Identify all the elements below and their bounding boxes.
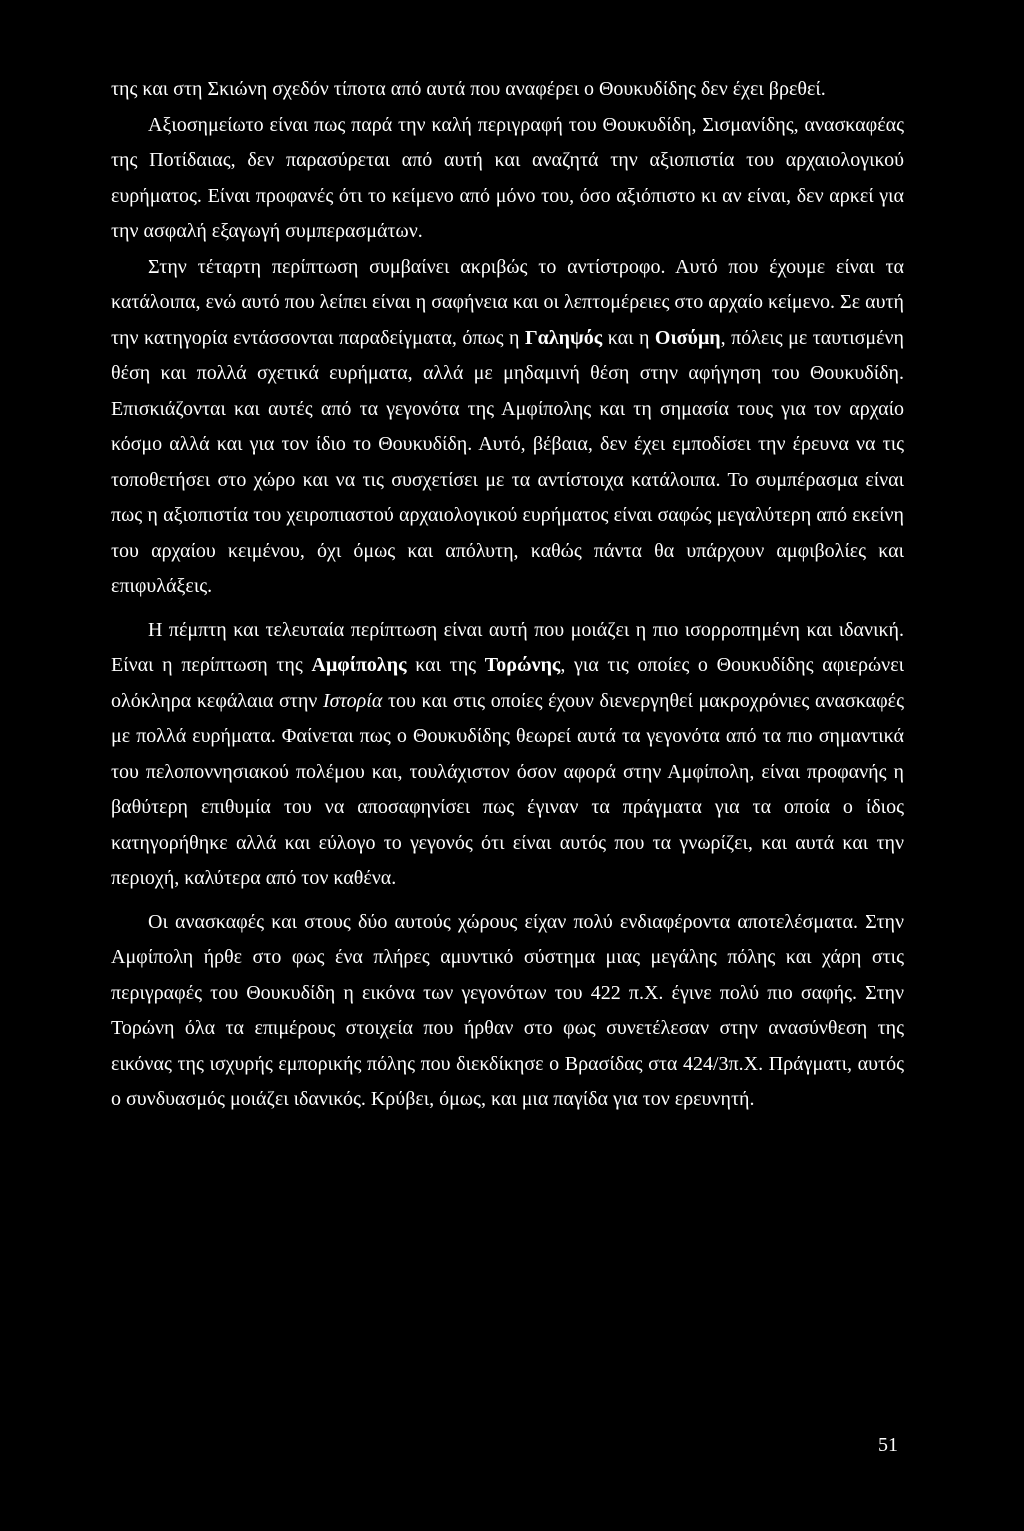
paragraph-text: Αξιοσημείωτο είναι πως παρά την καλή περιγραφή του Θουκυδίδη, Σισμανίδης, ανασκαφέας της Ποτίδαιας, δεν παρασύρεται από αυτή και αναζητά την αξιοπιστία του αρχαιολογικού ευρήματος. Είναι προφανές ότι το κείμενο από μόνο του, όσο αξιόπιστο κι αν είναι, δεν αρκεί για την ασφαλή εξαγωγή συμπερασμάτων. xyxy=(111,113,904,242)
bold-term-oisymi: Οισύμη xyxy=(654,326,721,349)
paragraph-text: του και στις οποίες έχουν διενεργηθεί μακροχρόνιες ανασκαφές με πολλά ευρήματα. Φαίνεται πως ο Θουκυδίδης θεωρεί αυτά τα γεγονότα από τα πιο σημαντικά του πελοποννησιακού πολέμου και, τουλάχιστον όσον αφορά στην Αμφίπολη, είναι προφανής η βαθύτερη επιθυμία του να αποσαφηνίσει πως έγιναν τα πράγματα για τα οποία ο ίδιος κατηγορήθηκε αλλά και εύλογο το γεγονός ότι είναι αυτός που τα γνωρίζει, και αυτά και την περιοχή, καλύτερα από τον καθένα. xyxy=(111,689,904,889)
page-number: 51 xyxy=(878,1434,898,1456)
paragraph-1 xyxy=(111,72,904,108)
paragraph-5 xyxy=(111,905,904,1118)
bold-term-amfipoli: Αμφίπολης xyxy=(311,654,407,676)
paragraph-3 xyxy=(111,250,904,605)
paragraph-text: , για τις οποίες ο Θουκυδίδης αφιερώνει ολόκληρα κεφάλαια στην xyxy=(111,654,904,712)
bold-term-galipsos: Γαληψός xyxy=(524,326,603,349)
paragraph-text: και η xyxy=(602,326,655,349)
bold-term-toroni: Τορώνης xyxy=(484,654,561,676)
paragraph-text: Οι ανασκαφές και στους δύο αυτούς χώρους είχαν πολύ ενδιαφέροντα αποτελέσματα. Στην Αμφίπολη ήρθε στο φως ένα πλήρες αμυντικό σύστημα μιας μεγάλης πόλης και χάρη στις περιγραφές του Θουκυδίδη η εικόνα των γεγονότων του 422 π.Χ. έγινε πολύ πιο σαφής. Στην Τορώνη όλα τα επιμέρους στοιχεία που ήρθαν στο φως συνετέλεσαν στην ανασύνθεση της εικόνας της ισχυρής εμπορικής πόλης που διεκδίκησε ο Βρασίδας στα 424/3π.Χ. Πράγματι, αυτός ο συνδυασμός μοιάζει ιδανικός. Κρύβει, όμως, και μια παγίδα για τον ερευνητή. xyxy=(111,910,904,1110)
paragraph-4 xyxy=(111,613,904,897)
paragraph-text: Στην τέταρτη περίπτωση συμβαίνει ακριβώς το αντίστροφο. Αυτό που έχουμε είναι τα κατάλοιπα, ενώ αυτό που λείπει είναι η σαφήνεια και οι λεπτομέρειες στο αρχαίο κείμενο. Σε αυτή την κατηγορία εντάσσονται παραδείγματα, όπως η xyxy=(111,255,904,349)
italic-term-istoria: Ιστορία xyxy=(322,689,383,712)
document-page xyxy=(111,72,904,1118)
paragraph-text: και της xyxy=(406,654,485,676)
paragraph-2 xyxy=(111,108,904,250)
paragraph-text: της και στη Σκιώνη σχεδόν τίποτα από αυτά που αναφέρει ο Θουκυδίδης δεν έχει βρεθεί. xyxy=(111,78,826,100)
paragraph-text: Η πέμπτη και τελευταία περίπτωση είναι αυτή που μοιάζει η πιο ισορροπημένη και ιδανική. Είναι η περίπτωση της xyxy=(111,618,904,676)
paragraph-text: , πόλεις με ταυτισμένη θέση και πολλά σχετικά ευρήματα, αλλά με μηδαμινή θέση στην αφήγηση του Θουκυδίδη. Επισκιάζονται και αυτές από τα γεγονότα της Αμφίπολης και τη σημασία τους για τον αρχαίο κόσμο αλλά και για τον ίδιο το Θουκυδίδη. Αυτό, βέβαια, δεν έχει εμποδίσει την έρευνα να τις τοποθετήσει στο χώρο και να τις συσχετίσει με τα αντίστοιχα κατάλοιπα. Το συμπέρασμα είναι πως η αξιοπιστία του χειροπιαστού αρχαιολογικού ευρήματος είναι σαφώς μεγαλύτερη από εκείνη του αρχαίου κειμένου, όχι όμως και απόλυτη, καθώς πάντα θα υπάρχουν αμφιβολίες και επιφυλάξεις. xyxy=(111,326,904,597)
